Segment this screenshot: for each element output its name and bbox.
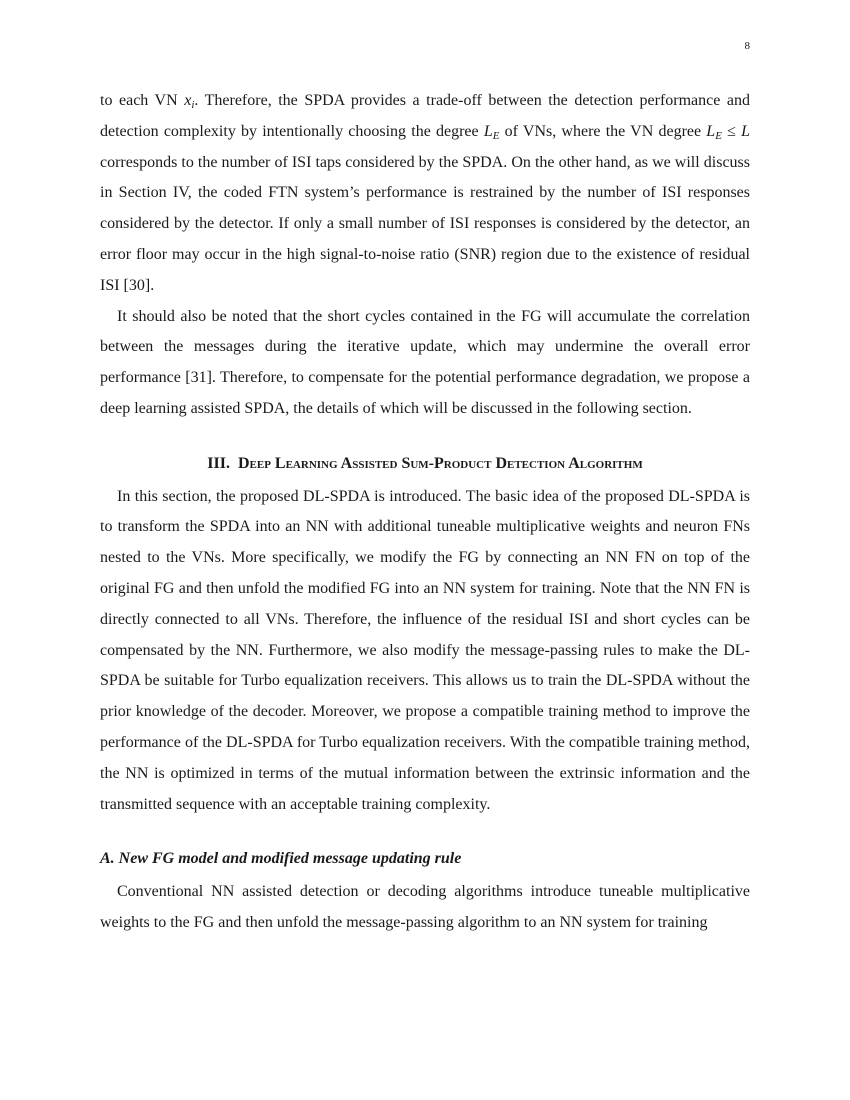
section-number: III. (207, 454, 230, 472)
paragraph-subsection-a: Conventional NN assisted detection or decoding algorithms introduce tuneable multiplicative weights to the FG and then unfold the message-passing algorithm to an NN system for training (100, 883, 750, 931)
page-number: 8 (744, 40, 750, 52)
math-symbol: x (184, 92, 192, 109)
paragraph-intro-2: It should also be noted that the short cycles contained in the FG will accumulate the correlation between the messages during the iterative update, which may undermine the overall error performance [31]. Therefore, to compensate for the potential performance degradation, we propose a deep learning assisted SPDA, the details of which will be discussed in the following section. (100, 307, 750, 417)
math-operator-leq: ≤ (721, 122, 742, 140)
page-body (100, 86, 750, 939)
math-subscript: i (191, 99, 195, 111)
paragraph-section-3: In this section, the proposed DL-SPDA is introduced. The basic idea of the proposed DL-SPDA is to transform the SPDA into an NN with additional tuneable multiplicative weights and neuron FNs nested to the VNs. More specifically, we modify the FG by connecting an NN FN on top of the original FG and then unfold the modified FG into an NN system for training. Note that the NN FN is directly connected to all VNs. Therefore, the influence of the residual ISI and short cycles can be compensated by the NN. Furthermore, we also modify the message-passing rules to make the DL-SPDA be suitable for Turbo equalization receivers. This allows us to train the DL-SPDA without the prior knowledge of the decoder. Moreover, we propose a compatible training method to improve the performance of the DL-SPDA for Turbo equalization receivers. With the compatible training method, the NN is optimized in terms of the mutual information between the extrinsic information and the transmitted sequence with an acceptable training complexity. (100, 487, 750, 813)
math-var-l: L (741, 122, 751, 140)
paragraph-intro-1 (100, 86, 750, 302)
math-subscript: E (715, 129, 722, 142)
text-segment: of VNs, where the VN degree (499, 122, 707, 140)
section-heading (100, 449, 750, 480)
math-subscript: E (492, 129, 500, 142)
math-symbol: L (706, 122, 716, 140)
math-var-le-2 (706, 123, 722, 140)
text-segment: to each VN (100, 92, 185, 109)
subsection-heading: A. New FG model and modified message updating rule (100, 850, 462, 868)
text-segment: corresponds to the number of ISI taps considered by the SPDA. On the other hand, as we will discuss in Section IV, the coded FTN system’s performance is restrained by the number of ISI responses considered by the detector. If only a small number of ISI responses is considered by the detector, an error floor may occur in the high signal-to-noise ratio (SNR) region due to the existence of residual ISI [30]. (100, 153, 750, 294)
math-var-le (484, 123, 500, 140)
math-symbol: L (483, 122, 493, 140)
text-segment: . Therefore, the SPDA provides a trade-off between the detection performance and detection complexity by intentionally choosing the degree (100, 92, 750, 140)
math-var-x (184, 92, 194, 109)
section-title: Deep Learning Assisted Sum-Product Detection Algorithm (237, 454, 643, 472)
